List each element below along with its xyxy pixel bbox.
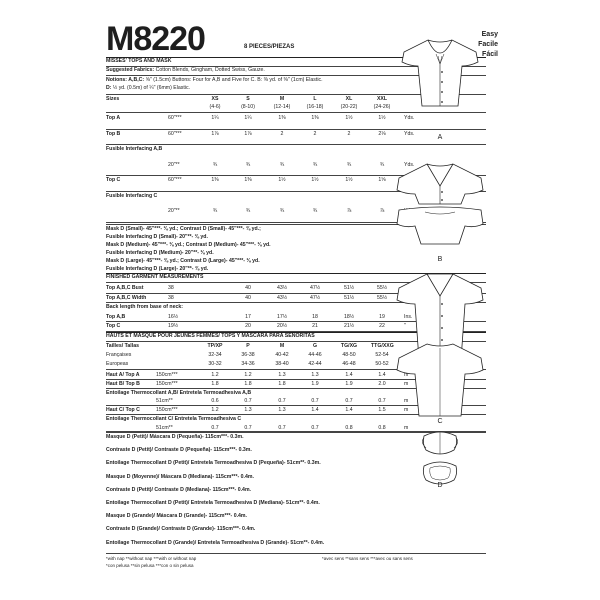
top-a-drawing xyxy=(400,36,480,126)
yardage-en-value: 1⅜ xyxy=(244,177,252,183)
yardage-en-fabric-width: 60"*** xyxy=(168,177,182,183)
mask-en-line: Fusible Interfacing D (Medium)- 20"**- ⅜ yd. xyxy=(106,250,214,256)
finished-measurements-title: FINISHED GARMENT MEASUREMENTS xyxy=(106,274,204,280)
tailles-row: Tailles/ Tallas TP/XP P M G TG/XG TTG/XXG xyxy=(106,343,394,349)
mask-fr-line: Contraste D (Grande)/ Contraste D (Grande)- 115cm***- 0.4m. xyxy=(106,526,256,533)
finished-value: 20½ xyxy=(276,323,288,329)
figure-label-d: D xyxy=(437,482,443,489)
finished-value: 47½ xyxy=(309,285,321,291)
yardage-fr-value: 1.8 xyxy=(211,380,219,387)
footnote-es: *con pelusa **sin pelusa ***con o sin pelusa xyxy=(106,563,194,568)
yardage-fr-fabric-width: 150cm*** xyxy=(156,380,178,387)
figure-label-b: B xyxy=(437,256,443,263)
finished-value: 18½ xyxy=(343,313,355,320)
pieces-count: 8 PIECES/PIEZAS xyxy=(244,44,295,50)
finished-value: 51½ xyxy=(343,285,355,291)
finished-unit: " xyxy=(404,323,406,329)
yardage-en-fabric-width: 20"** xyxy=(168,161,180,168)
top-c-back-drawing xyxy=(395,340,485,420)
yardage-en-unit: Yds. xyxy=(404,130,415,137)
yardage-en-fabric-width: 20"** xyxy=(168,208,180,214)
level-es: Fácil xyxy=(482,51,498,58)
yardage-en-value: 1¼ xyxy=(211,115,219,121)
yardage-en-value: ¾ xyxy=(279,208,285,214)
yardage-en-label: Fusible Interfacing A,B xyxy=(106,146,163,152)
yardage-en-value: ⅞ xyxy=(346,208,352,214)
yardage-en-value: 1½ xyxy=(378,115,386,121)
mask-en-line: Mask D (Medium)- 45"***- ⅜ yd.; Contrast D (Medium)- 45"***- ⅜ yd. xyxy=(106,242,271,248)
yardage-fr-unit: m xyxy=(404,372,409,378)
sizes-row: Sizes XS S M L XL XXL xyxy=(106,96,388,102)
yardage-fr-unit: m xyxy=(404,407,409,414)
mask-en-line: Mask D (Small)- 45"***- ⅜ yd.; Contrast D (Small)- 45"***- ⅜ yd.; xyxy=(106,226,261,232)
finished-value: 43½ xyxy=(276,294,288,301)
footnote-fr: *avec sens **sans sens ***avec ou sans sens xyxy=(322,556,413,561)
yardage-fr-value: 1.5 xyxy=(378,407,386,414)
yardage-en-value: 1½ xyxy=(345,177,353,183)
yardage-fr-unit: m xyxy=(404,380,409,387)
finished-value: 21½ xyxy=(343,323,355,329)
yardage-fr-unit: m xyxy=(404,398,409,405)
yardage-en-value: 1½ xyxy=(345,115,353,121)
francaises-row: Françaises 32-34 36-38 40-42 44-46 48-50 52-54 xyxy=(106,352,389,358)
yardage-fr-label: Haut A/ Top A xyxy=(106,372,140,378)
yardage-fr-value: 0.7 xyxy=(244,398,252,405)
mask-fr-line: Contraste D (Petit)/ Contraste D (Pequeña)- 115cm***- 0.3m. xyxy=(106,447,252,454)
yardage-en-label: Top A xyxy=(106,115,121,121)
yardage-fr-value: 1.4 xyxy=(378,372,386,378)
yardage-fr-value: 0.6 xyxy=(211,398,219,405)
top-b-drawing xyxy=(395,160,485,250)
finished-fabric-width: 38 xyxy=(168,285,174,291)
suggested-fabrics: Suggested Fabrics: Cotton Blends, Gingham, Dotted Swiss, Gauze. xyxy=(106,67,265,73)
finished-label: Top A,B,C Bust xyxy=(106,285,144,291)
yardage-fr-fabric-width: 150cm*** xyxy=(156,407,178,414)
yardage-fr-value: 2.0 xyxy=(378,380,386,387)
finished-label: Top C xyxy=(106,323,121,329)
yardage-fr-value: 1.4 xyxy=(311,407,319,414)
finished-value: 55½ xyxy=(376,285,388,291)
finished-value: 55½ xyxy=(376,294,388,301)
section-title-fr-es: HAUTS ET MASQUE POUR JEUNES FEMMES/ TOPS Y MÁSCARA PARA SEÑORITAS xyxy=(106,333,315,339)
yardage-en-value: 1⅞ xyxy=(211,130,219,137)
yardage-fr-value: 1.2 xyxy=(244,372,252,378)
yardage-en-value: 1¼ xyxy=(244,115,252,121)
yardage-en-value: 1⅜ xyxy=(211,177,219,183)
finished-label: Top A,B,C Width xyxy=(106,294,147,301)
finished-value: 47½ xyxy=(309,294,321,301)
mask-fr-line: Masque D (Moyenne)/ Máscara D (Mediana)- 115cm***- 0.4m. xyxy=(106,473,254,480)
mask-d-front-drawing xyxy=(420,430,460,456)
mask-fr-line: Masque D (Grande)/ Máscara D (Grande)- 115cm***- 0.4m. xyxy=(106,513,247,520)
yardage-en-fabric-width: 60"*** xyxy=(168,130,182,137)
yardage-fr-value: 1.2 xyxy=(211,372,219,378)
finished-label: Top A,B xyxy=(106,313,126,320)
figure-label-a: A xyxy=(437,134,443,141)
yardage-en-row xyxy=(106,145,486,153)
yardage-en-value: 2⅛ xyxy=(378,130,386,137)
figure-label-c: C xyxy=(437,418,443,425)
yardage-en-label: Fusible Interfacing C xyxy=(106,192,158,199)
finished-value: 43½ xyxy=(276,285,288,291)
yardage-fr-value: 1.3 xyxy=(278,407,286,414)
yardage-en-value: 1½ xyxy=(311,177,319,183)
section-title-en: MISSES' TOPS AND MASK xyxy=(106,58,172,64)
mask-fr-line: Entoilage Thermocollant D (Grande)/ Entretela Termoadhesiva D (Grande)- 51cm**- 0.4m. xyxy=(106,539,325,546)
yardage-en-fabric-width: 60"*** xyxy=(168,115,182,121)
finished-value: 18 xyxy=(312,313,318,320)
finished-unit: Ins. xyxy=(404,313,413,320)
yardage-fr-value: 1.9 xyxy=(345,380,353,387)
yardage-en-value: 2 xyxy=(313,130,317,137)
finished-fabric-width: 19½ xyxy=(168,323,179,329)
yardage-fr-value: 1.8 xyxy=(278,380,286,387)
yardage-en-value: ¾ xyxy=(245,161,251,168)
yardage-fr-value: 0.8 xyxy=(378,424,386,431)
yardage-fr-value: 1.4 xyxy=(345,372,353,378)
mask-en-line: Mask D (Large)- 45"***- ⅜ yd.; Contrast D (Large)- 45"***- ⅜ yd. xyxy=(106,258,260,264)
yardage-en-value: 2 xyxy=(347,130,351,137)
yardage-en-value: ⅞ xyxy=(379,208,385,214)
level-en: Easy xyxy=(481,31,498,38)
finished-value: 22 xyxy=(379,323,385,329)
yardage-fr-value: 0.7 xyxy=(278,398,286,405)
size-ranges-row: (4-6) (8-10) (12-14) (16-18) (20-22) (24-26) xyxy=(209,104,391,110)
notions-line-1: Notions: A,B,C: ⅝" (1.5cm) Buttons: Four for A,B and Five for C. B: ⅜ yd. of ⅜" (1cm) Elastic. xyxy=(106,77,323,83)
yardage-en-label: Top C xyxy=(106,177,121,183)
footnote-en: *with nap **without nap ***with or without nap xyxy=(106,556,197,561)
yardage-fr-value: 0.7 xyxy=(311,398,319,405)
yardage-fr-value: 0.7 xyxy=(345,398,353,405)
mask-fr-line: Entoilage Thermocollant D (Petit)/ Entretela Termoadhesiva D (Pequeña)- 51cm**- 0.3m. xyxy=(106,460,321,467)
yardage-en-value: 1⅜ xyxy=(311,115,319,121)
finished-fabric-width: 38 xyxy=(168,294,174,301)
yardage-fr-label: Haut B/ Top B xyxy=(106,380,140,387)
finished-label: Back length from base of neck: xyxy=(106,304,183,310)
yardage-fr-value: 1.3 xyxy=(311,372,319,378)
pattern-number: M8220 xyxy=(106,20,205,58)
finished-value: 17 xyxy=(245,313,251,320)
finished-value: 51½ xyxy=(343,294,355,301)
yardage-fr-label: Entoilage Thermocollant C/ Entretela Termoadhesiva C xyxy=(106,416,242,422)
yardage-fr-value: 1.2 xyxy=(211,407,219,414)
yardage-fr-label: Haut C/ Top C xyxy=(106,407,140,414)
europeas-row: Europeas 30-32 34-36 38-40 42-44 46-48 50-52 xyxy=(106,361,389,367)
finished-value: 20 xyxy=(245,323,251,329)
yardage-fr-value: 0.7 xyxy=(378,398,386,405)
yardage-en-unit: Yds. xyxy=(404,161,415,168)
yardage-fr-label: Entoilage Thermocollant A,B/ Entretela Termoadhesiva A,B xyxy=(106,389,252,396)
yardage-fr-fabric-width: 51cm** xyxy=(156,424,173,431)
yardage-en-value: ¾ xyxy=(279,161,285,168)
mask-fr-line: Entoilage Thermocollant D (Petit)/ Entretela Termoadhesiva D (Mediana)- 51cm**- 0.4m. xyxy=(106,500,320,506)
yardage-en-value: ¾ xyxy=(312,161,318,168)
yardage-en-value: 1½ xyxy=(278,177,286,183)
yardage-en-unit: Yds. xyxy=(404,115,415,121)
yardage-en-value: ¾ xyxy=(346,161,352,168)
yardage-en-value: ¾ xyxy=(212,161,218,168)
yardage-fr-value: 1.3 xyxy=(244,407,252,414)
mask-en-line: Fusible Interfacing D (Small)- 20"**- ⅜ yd. xyxy=(106,234,208,240)
yardage-fr-value: 1.3 xyxy=(278,372,286,378)
yardage-en-value: ¾ xyxy=(312,208,318,214)
yardage-en-value: 1⅝ xyxy=(378,177,386,183)
finished-value: 21 xyxy=(312,323,318,329)
yardage-fr-value: 1.4 xyxy=(345,407,353,414)
yardage-en-value: 1⅞ xyxy=(244,130,252,137)
yardage-fr-value: 1.9 xyxy=(311,380,319,387)
finished-value: 19 xyxy=(379,313,385,320)
yardage-fr-unit: m xyxy=(404,424,409,431)
mask-fr-line: Masque D (Petit)/ Máscara D (Pequeña)- 115cm***- 0.3m. xyxy=(106,434,244,440)
yardage-fr-fabric-width: 51cm** xyxy=(156,398,173,405)
finished-value: 40 xyxy=(245,294,251,301)
yardage-en-value: ¾ xyxy=(245,208,251,214)
yardage-fr-value: 1.8 xyxy=(244,380,252,387)
yardage-fr-value: 0.7 xyxy=(278,424,286,431)
yardage-fr-value: 0.8 xyxy=(345,424,353,431)
yardage-fr-value: 0.7 xyxy=(311,424,319,431)
yardage-en-label: Top B xyxy=(106,130,121,137)
yardage-fr-value: 0.7 xyxy=(211,424,219,431)
level-fr: Facile xyxy=(478,41,498,48)
notions-line-2: D: ½ yd. (0.5m) of ¼" (6mm) Elastic. xyxy=(106,85,191,91)
yardage-fr-value: 0.7 xyxy=(244,424,252,431)
yardage-fr-fabric-width: 150cm*** xyxy=(156,372,178,378)
yardage-en-value: 2 xyxy=(280,130,284,137)
mask-fr-line: Contraste D (Petit)/ Contraste D (Mediana)- 115cm***- 0.4m. xyxy=(106,486,251,493)
finished-value: 40 xyxy=(245,285,251,291)
yardage-en-value: ¾ xyxy=(212,208,218,214)
yardage-en-value: 1⅜ xyxy=(278,115,286,121)
finished-fabric-width: 16½ xyxy=(168,313,179,320)
yardage-en-value: ¾ xyxy=(379,161,385,168)
finished-value: 17½ xyxy=(276,313,288,320)
yardage-en-row xyxy=(106,130,486,138)
mask-en-line: Fusible Interfacing D (Large)- 20"**- ⅜ yd. xyxy=(106,266,209,272)
